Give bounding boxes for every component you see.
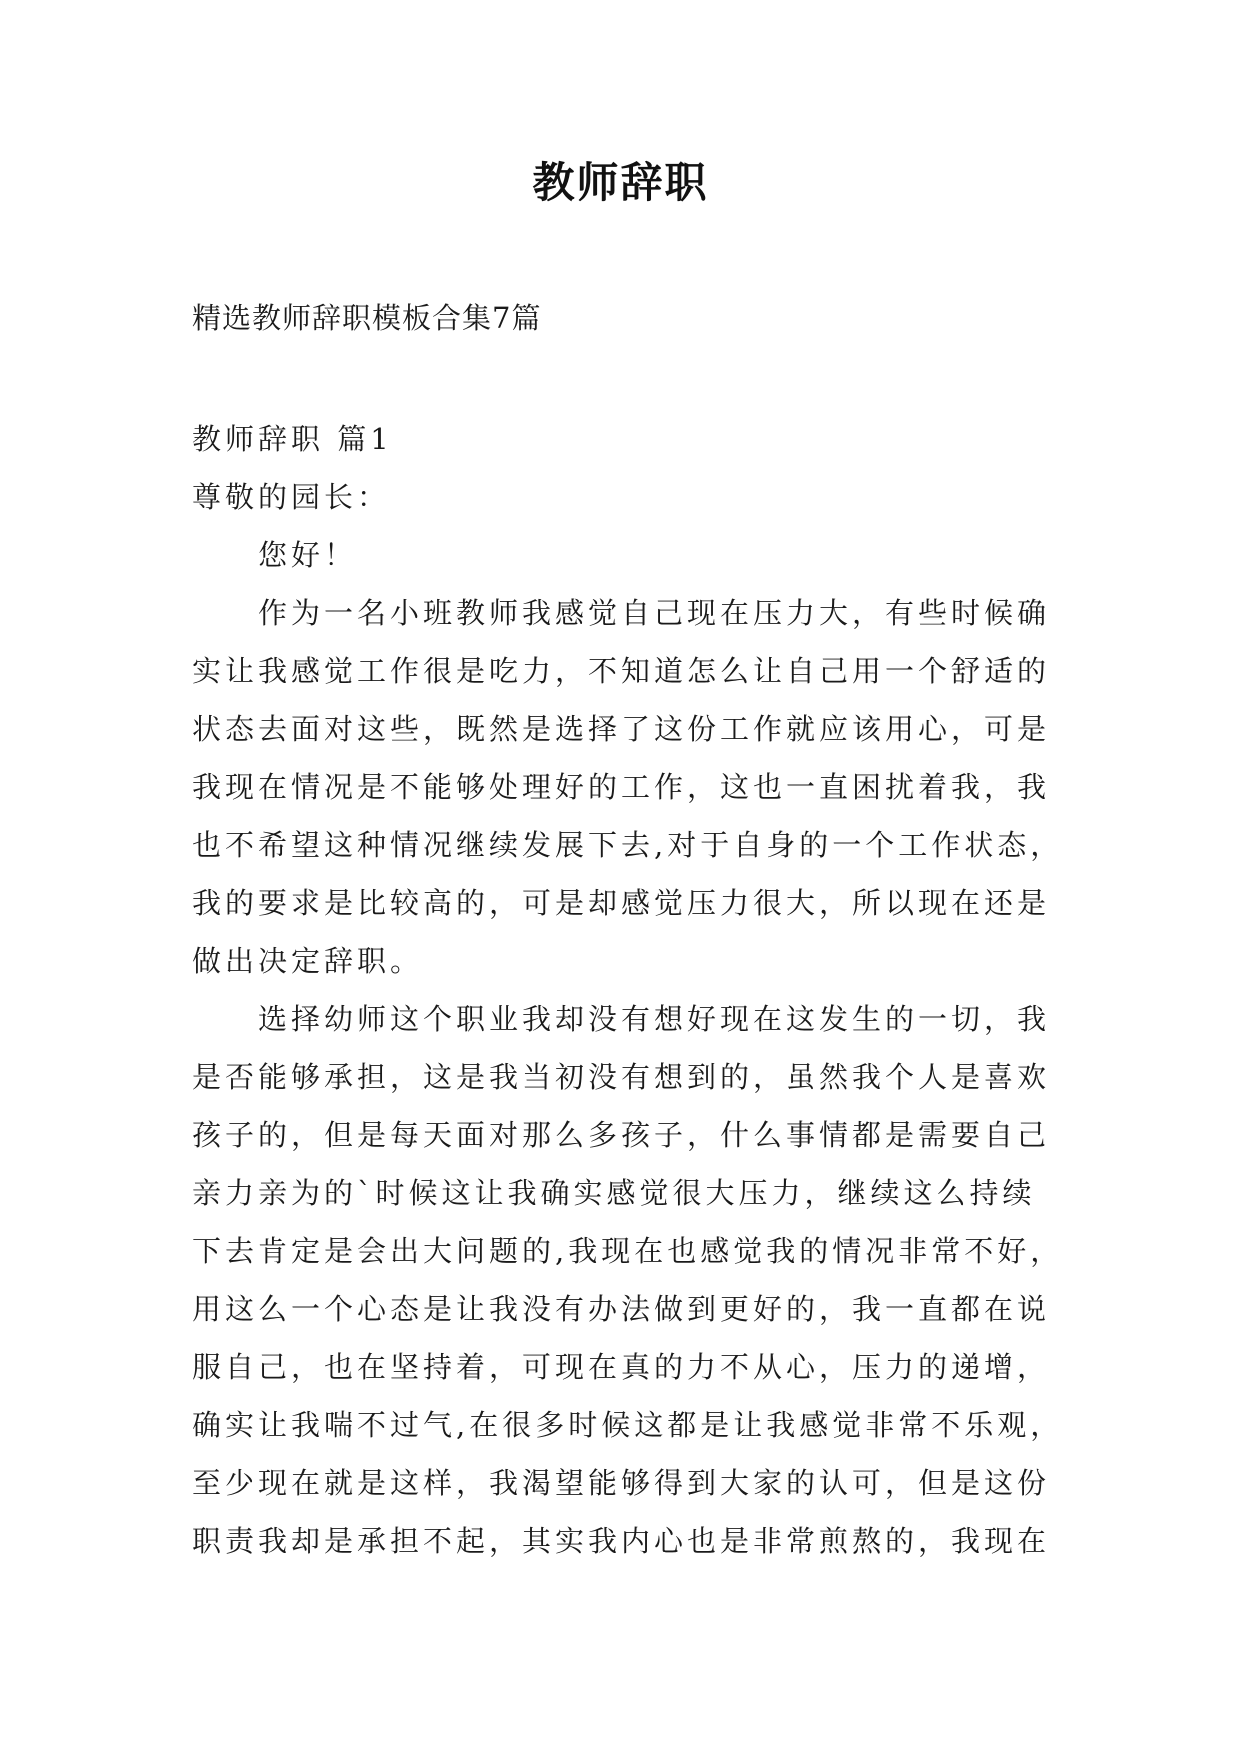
paragraph-line: 下去肯定是会出大问题的,我现在也感觉我的情况非常不好， <box>192 1234 1064 1268</box>
paragraph-line: 作为一名小班教师我感觉自己现在压力大，有些时候确 <box>258 596 1051 630</box>
paragraph-line: 我现在情况是不能够处理好的工作，这也一直困扰着我，我 <box>192 770 1051 804</box>
paragraph-line: 也不希望这种情况继续发展下去,对于自身的一个工作状态， <box>192 828 1064 862</box>
paragraph-line: 确实让我喘不过气,在很多时候这都是让我感觉非常不乐观， <box>192 1408 1064 1442</box>
document-body <box>192 410 1072 1570</box>
paragraph-line: 至少现在就是这样，我渴望能够得到大家的认可，但是这份 <box>192 1466 1051 1500</box>
paragraph-line: 用这么一个心态是让我没有办法做到更好的，我一直都在说 <box>192 1292 1051 1326</box>
paragraph-line: 职责我却是承担不起，其实我内心也是非常煎熬的，我现在 <box>192 1524 1051 1558</box>
paragraph-line: 亲力亲为的`时候这让我确实感觉很大压力，继续这么持续 <box>192 1176 1036 1210</box>
document-subtitle: 精选教师辞职模板合集7篇 <box>192 301 542 335</box>
paragraph-line: 做出决定辞职。 <box>192 944 424 978</box>
paragraph-line: 我的要求是比较高的，可是却感觉压力很大，所以现在还是 <box>192 886 1051 920</box>
paragraph-line: 选择幼师这个职业我却没有想好现在这发生的一切，我 <box>258 1002 1051 1036</box>
paragraph-line: 状态去面对这些，既然是选择了这份工作就应该用心，可是 <box>192 712 1051 746</box>
salutation: 尊敬的园长： <box>192 480 391 514</box>
paragraph-line: 服自己，也在坚持着，可现在真的力不从心，压力的递增， <box>192 1350 1051 1384</box>
paragraph-line: 实让我感觉工作很是吃力，不知道怎么让自己用一个舒适的 <box>192 654 1051 688</box>
document-title: 教师辞职 <box>532 158 709 207</box>
paragraph-line: 是否能够承担，这是我当初没有想到的，虽然我个人是喜欢 <box>192 1060 1051 1094</box>
greeting: 您好！ <box>258 538 358 572</box>
paragraph-line: 孩子的，但是每天面对那么多孩子，什么事情都是需要自己 <box>192 1118 1051 1152</box>
section-heading: 教师辞职 篇1 <box>192 422 393 456</box>
